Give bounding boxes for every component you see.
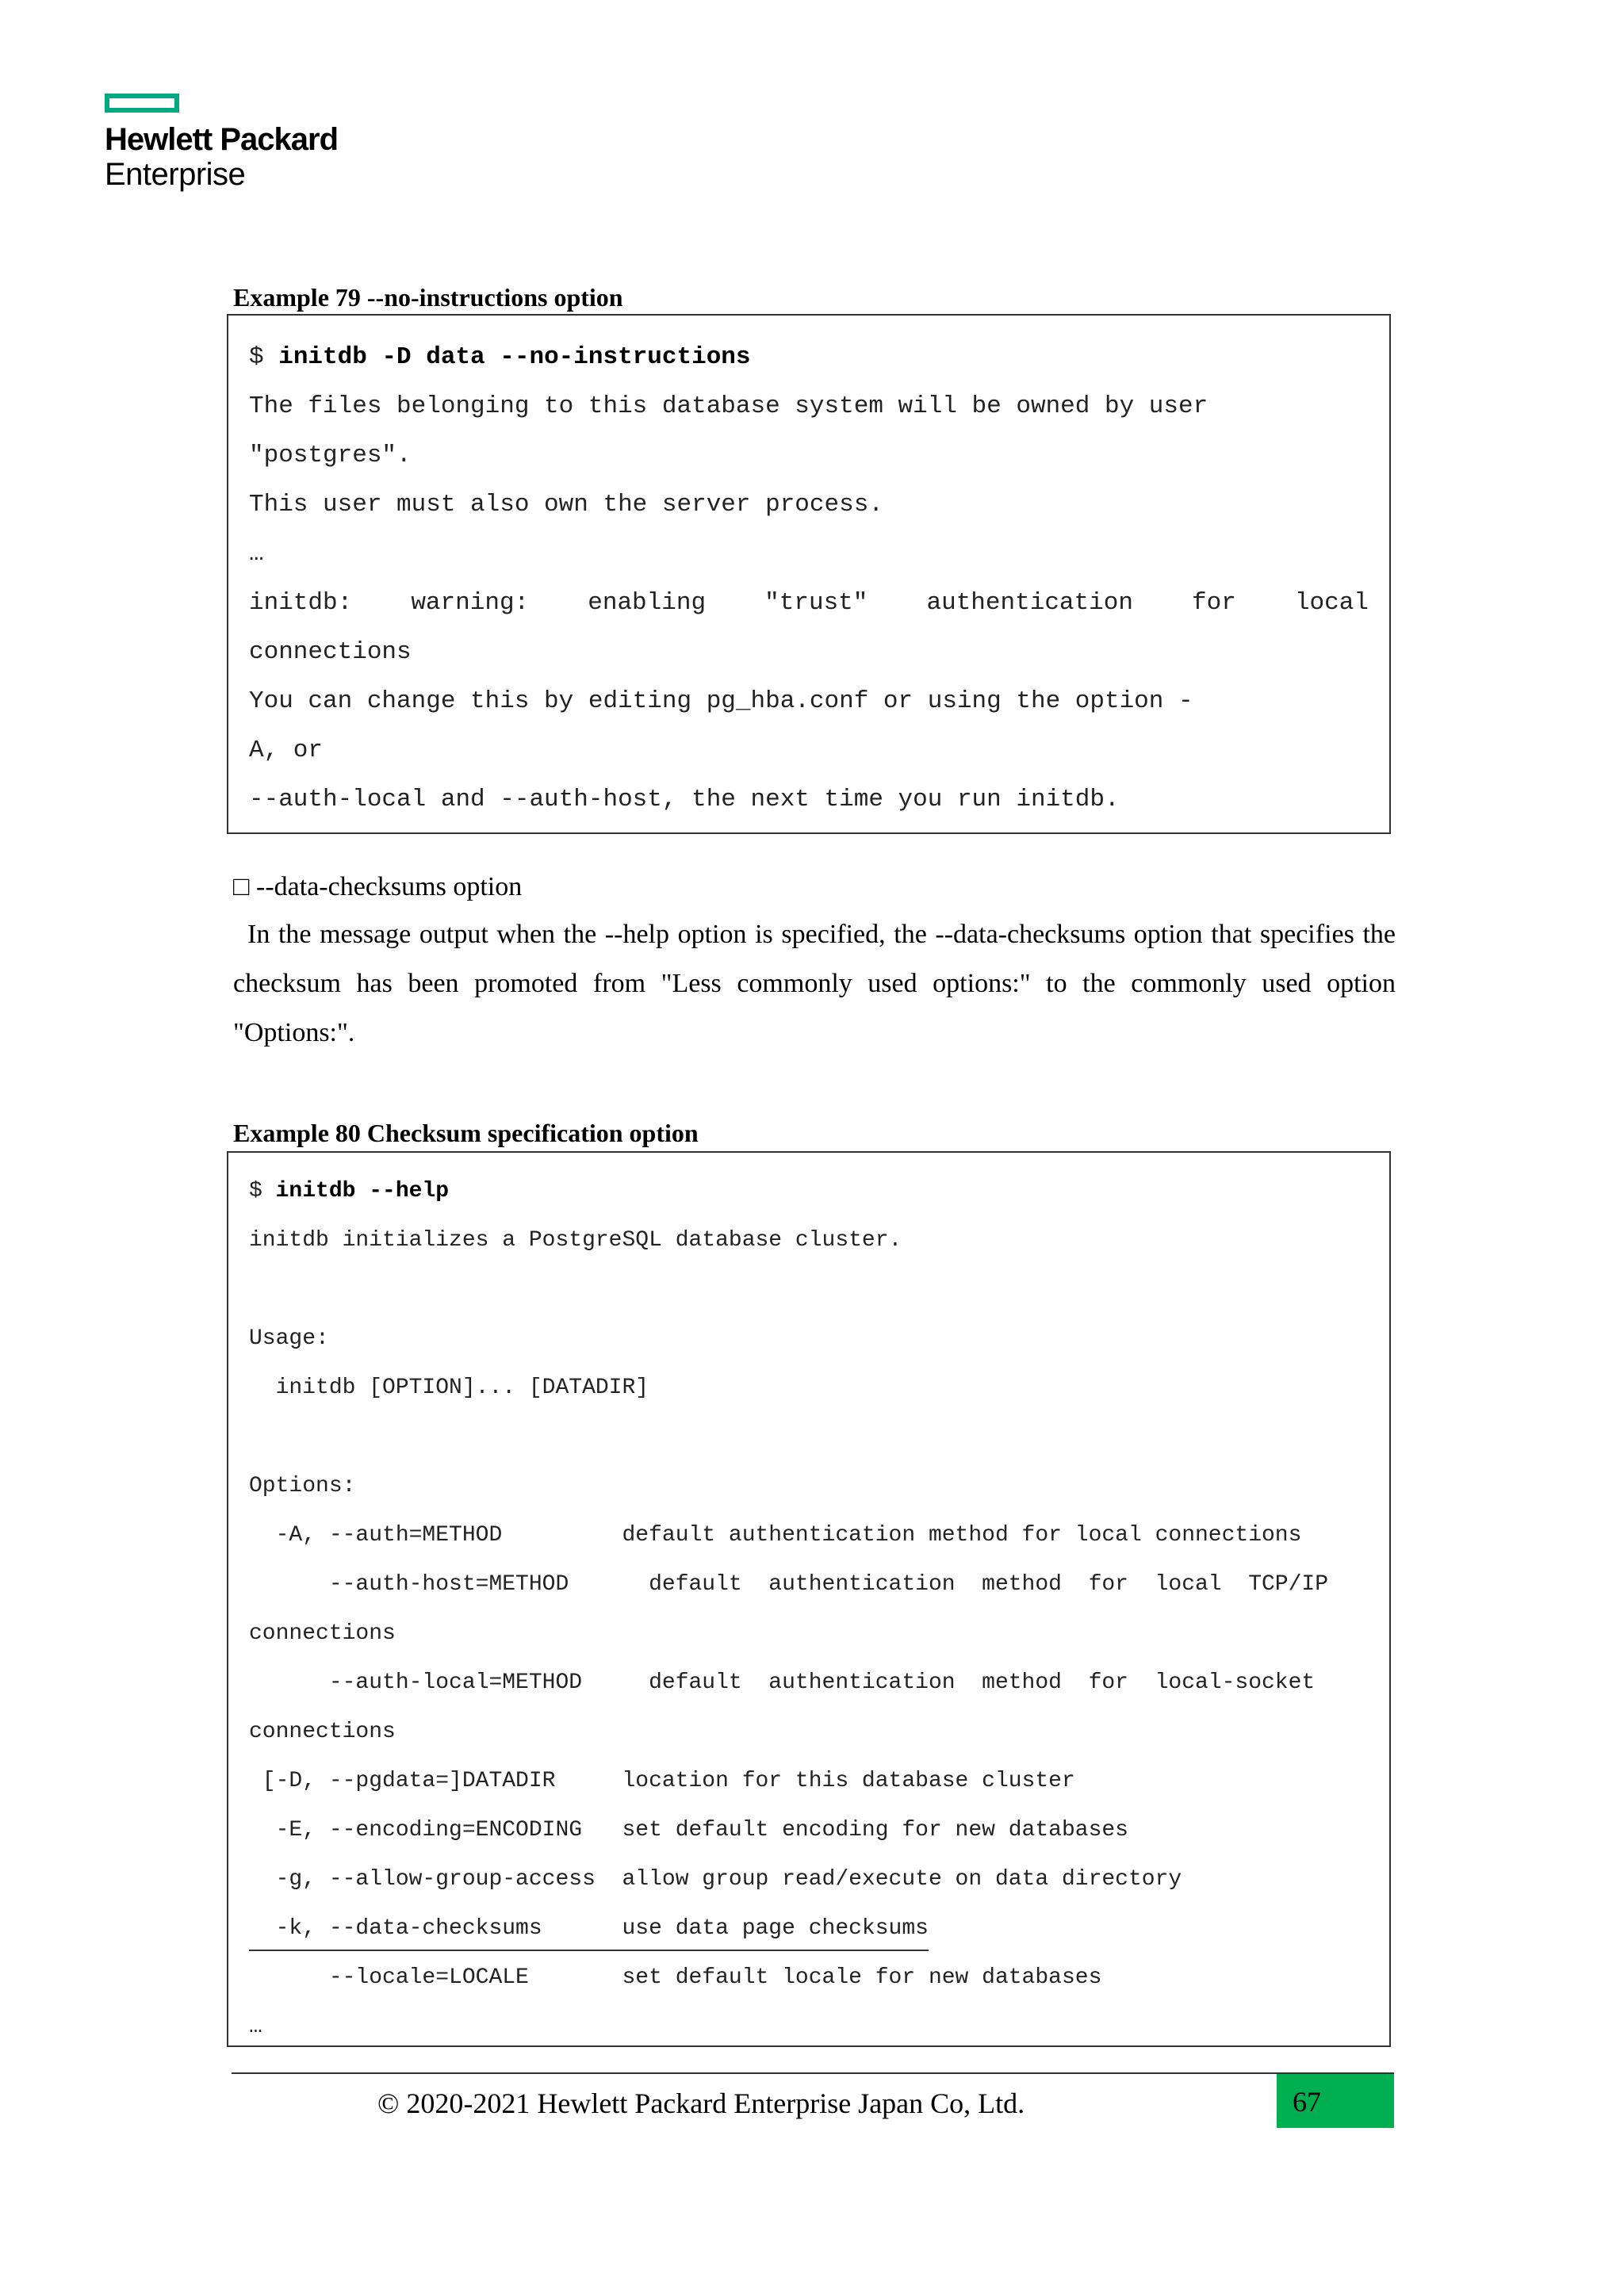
code-word: local [1294, 589, 1369, 617]
code-command-line [249, 333, 1369, 382]
logo-line-1: Hewlett Packard [105, 122, 339, 157]
code-line: … [249, 2015, 262, 2039]
code-line-highlighted [249, 1904, 1369, 1954]
code-line: connections [249, 638, 412, 666]
code-line: connections [249, 1720, 396, 1744]
code-line [249, 1413, 1369, 1462]
code-word: initdb: [249, 589, 353, 617]
code-line: The files belonging to this database system will be owned by user [249, 392, 1208, 420]
section-body: In the message output when the --help option is specified, the --data-checksums option that specifies the checksum has been promoted from "Less commonly used options:" to the commonly used option "Options:". [233, 920, 1396, 1047]
checksum-option-underlined: -k, --data-checksums use data page checksums [249, 1908, 929, 1951]
command: initdb -D data --no-instructions [278, 343, 751, 371]
example-80-caption: Example 80 Checksum specification option [233, 1119, 699, 1147]
page-number-box [1277, 2074, 1394, 2128]
code-line: connections [249, 1621, 396, 1646]
command: initdb --help [275, 1179, 450, 1203]
code-line: -g, --allow-group-access allow group read/execute on data directory [249, 1867, 1182, 1892]
code-line: --auth-local and --auth-host, the next time you run initdb. [249, 786, 1120, 813]
code-line: Options: [249, 1474, 356, 1498]
code-line [249, 1265, 1369, 1314]
code-word: warning: [411, 589, 530, 617]
code-line: Usage: [249, 1326, 329, 1351]
hpe-logo [105, 94, 358, 192]
prompt: $ [249, 343, 279, 371]
code-line: This user must also own the server process. [249, 491, 883, 519]
code-line: [-D, --pgdata=]DATADIR location for this database cluster [249, 1769, 1075, 1793]
code-line: initdb [OPTION]... [DATADIR] [249, 1376, 649, 1400]
code-line: … [249, 540, 264, 568]
code-line: initdb initializes a PostgreSQL database cluster. [249, 1228, 902, 1253]
footer-divider [232, 2072, 1394, 2074]
example-80-code-box [227, 1151, 1391, 2047]
example-79-caption: Example 79 --no-instructions option [233, 283, 623, 312]
logo-rectangle-icon [105, 94, 179, 113]
code-line: A, or [249, 737, 324, 764]
code-line: -E, --encoding=ENCODING set default encoding for new databases [249, 1818, 1128, 1843]
code-line: -A, --auth=METHOD default authentication method for local connections [249, 1523, 1302, 1548]
code-word: for [1192, 589, 1236, 617]
code-line: "postgres". [249, 442, 412, 469]
code-word: enabling [588, 589, 707, 617]
code-word: "trust" [764, 589, 868, 617]
code-command-line [249, 1167, 1369, 1216]
prompt: $ [249, 1179, 276, 1203]
code-line: You can change this by editing pg_hba.conf or using the option - [249, 687, 1193, 715]
footer-copyright: © 2020-2021 Hewlett Packard Enterprise Japan Co, Ltd. [377, 2087, 1025, 2119]
example-79-code-box [227, 314, 1391, 834]
code-line-justified [249, 579, 1369, 628]
code-word: authentication [926, 589, 1133, 617]
page-number: 67 [1293, 2086, 1321, 2118]
code-line: --auth-host=METHOD default authentication method for local TCP/IP [249, 1572, 1329, 1597]
logo-line-2: Enterprise [105, 157, 246, 192]
code-line: --locale=LOCALE set default locale for new databases [249, 1965, 1102, 1990]
section-bullet: □ --data-checksums option [233, 872, 523, 901]
code-line: --auth-local=METHOD default authentication method for local-socket [249, 1670, 1316, 1695]
